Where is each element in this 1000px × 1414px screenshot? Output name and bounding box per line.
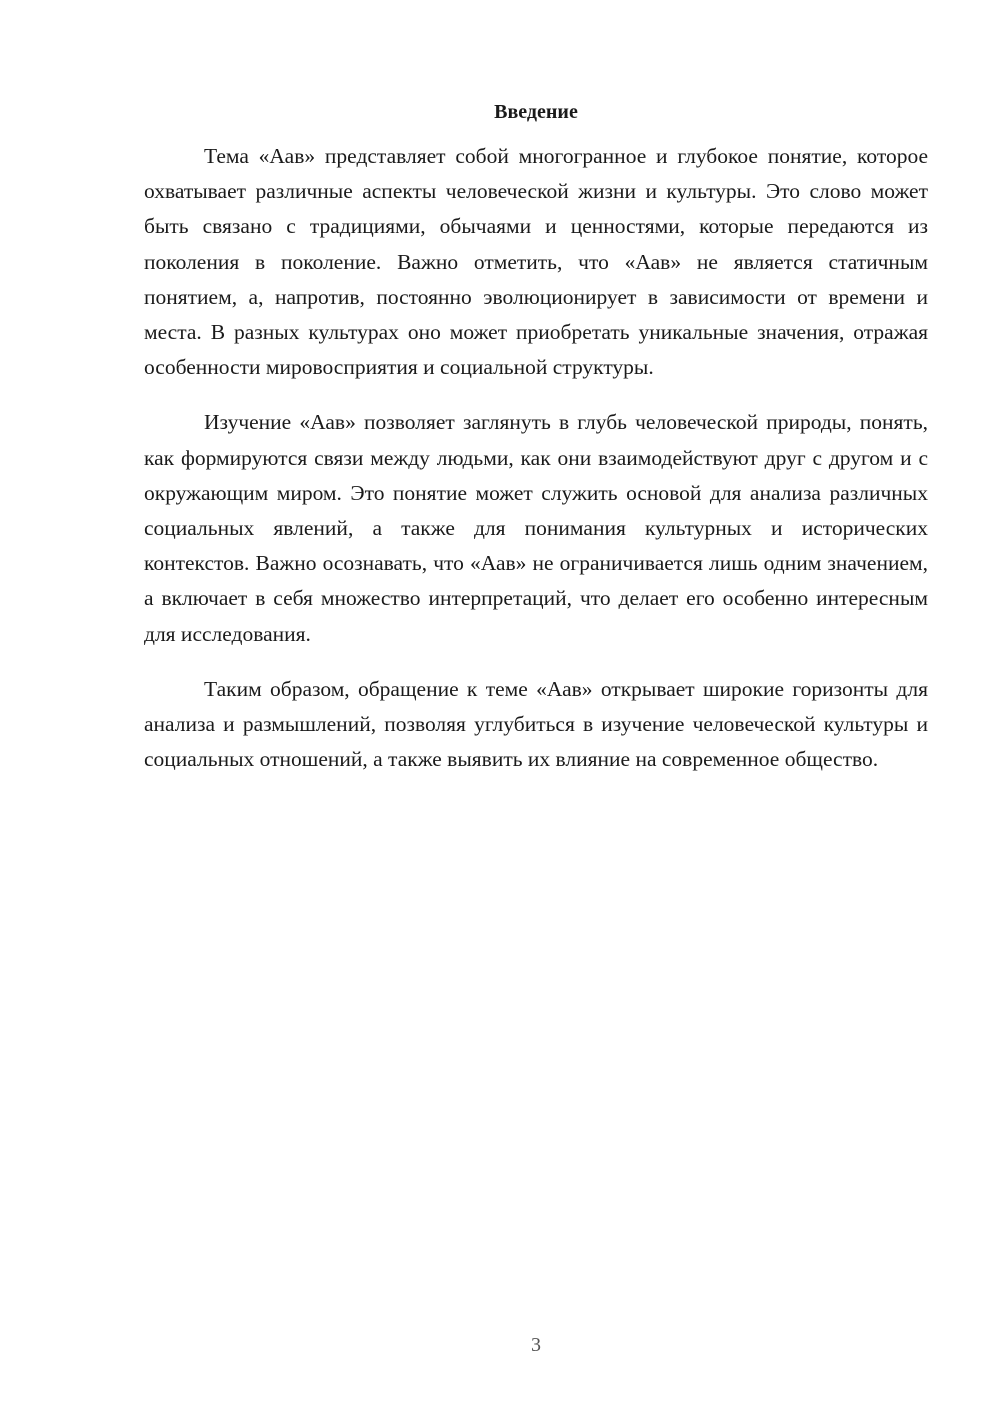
paragraph-2: Изучение «Аав» позволяет заглянуть в глубь человеческой природы, понять, как формируются связи между людьми, как они взаимодействуют друг с другом и с окружающим миром. Это понятие может служить основой для анализа различных социальных явлений, а также для понимания культурных и исторических контекстов. Важно осознавать, что «Аав» не ограничивается лишь одним значением, а включает в себя множество интерпретаций, что делает его особенно интересным для исследования. bbox=[144, 410, 928, 646]
section-heading: Введение bbox=[494, 101, 578, 123]
page-content bbox=[144, 98, 928, 797]
paragraph-3: Таким образом, обращение к теме «Аав» открывает широкие горизонты для анализа и размышлений, позволяя углубиться в изучение человеческой культуры и социальных отношений, а также выявить их влияние на современное общество. bbox=[144, 676, 928, 772]
page-number: 3 bbox=[531, 1334, 541, 1356]
paragraph-1: Тема «Аав» представляет собой многогранное и глубокое понятие, которое охватывает различные аспекты человеческой жизни и культуры. Это слово может быть связано с традициями, обычаями и ценностями, которые передаются из поколения в поколение. Важно отметить, что «Аав» не является статичным понятием, а, напротив, постоянно эволюционирует в зависимости от времени и места. В разных культурах оно может приобретать уникальные значения, отражая особенности мировосприятия и социальной структуры. bbox=[144, 144, 928, 380]
